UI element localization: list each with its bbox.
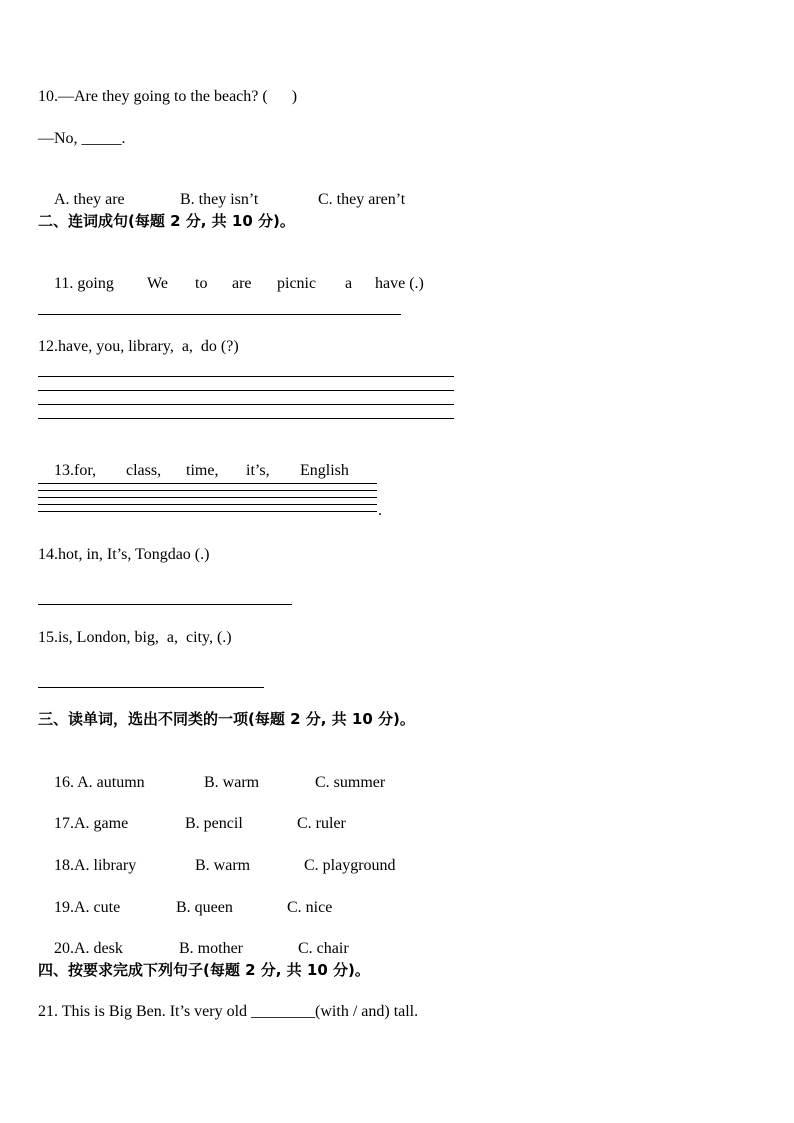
- q13-word: English: [300, 462, 349, 479]
- q15-answer-line: [38, 687, 264, 688]
- q10-option-a: A. they are: [54, 191, 125, 208]
- q12-answer-line: [38, 418, 454, 419]
- q17-option-b: B. pencil: [185, 815, 243, 832]
- q17-option-a: 17.A. game: [54, 815, 129, 832]
- q11-word: have (.): [375, 275, 424, 292]
- q13-word: 13.for,: [54, 462, 97, 479]
- q12-answer-line: [38, 404, 454, 405]
- q16-option-a: 16. A. autumn: [54, 774, 145, 791]
- q19-option-a: 19.A. cute: [54, 899, 121, 916]
- q12-answer-line: [38, 376, 454, 377]
- q11-answer-line: [38, 314, 401, 315]
- q12-text: 12.have, you, library, a, do (?): [38, 338, 239, 355]
- q21-text: 21. This is Big Ben. It’s very old ________(with / and) tall.: [38, 1003, 419, 1020]
- section-4-title: 四、按要求完成下列句子(每题 2 分, 共 10 分)。: [38, 961, 370, 979]
- q13-words: [38, 441, 349, 501]
- q12-answer-line: [38, 390, 454, 391]
- q13-word: class,: [126, 462, 162, 479]
- q13-answer-line: [38, 511, 377, 512]
- q11-word: 11. going: [54, 275, 114, 292]
- q16-option-b: B. warm: [204, 774, 260, 791]
- q20-option-c: C. chair: [298, 940, 349, 957]
- q11-word: a: [345, 275, 353, 292]
- q11-word: are: [232, 275, 252, 292]
- q10-answer-line: —No, _____.: [38, 130, 126, 147]
- q14-answer-line: [38, 604, 292, 605]
- q19-option-b: B. queen: [176, 899, 233, 916]
- q18-option-b: B. warm: [195, 857, 251, 874]
- q16-option-c: C. summer: [315, 774, 386, 791]
- q11-word: picnic: [277, 275, 317, 292]
- section-2-title: 二、连词成句(每题 2 分, 共 10 分)。: [38, 212, 295, 230]
- q11-word: to: [195, 275, 208, 292]
- q18-option-c: C. playground: [304, 857, 396, 874]
- q13-answer-line: [38, 490, 377, 491]
- q13-answer-line: [38, 504, 377, 505]
- q13-word: time,: [186, 462, 219, 479]
- q19-option-c: C. nice: [287, 899, 333, 916]
- q20-option-a: 20.A. desk: [54, 940, 123, 957]
- q14-text: 14.hot, in, It’s, Tongdao (.): [38, 546, 210, 563]
- q11-word: We: [147, 275, 168, 292]
- section-3-title: 三、读单词，选出不同类的一项(每题 2 分, 共 10 分)。: [38, 710, 415, 728]
- q11-words: [38, 254, 424, 314]
- q10-question: 10.—Are they going to the beach? ( ): [38, 88, 298, 105]
- q13-word: it’s,: [246, 462, 270, 479]
- q18-option-a: 18.A. library: [54, 857, 137, 874]
- q10-option-c: C. they aren’t: [318, 191, 406, 208]
- q13-answer-line: [38, 483, 377, 484]
- q13-answer-line: [38, 497, 377, 498]
- q10-option-b: B. they isn’t: [180, 191, 259, 208]
- q15-text: 15.is, London, big, a, city, (.): [38, 629, 232, 646]
- q17-option-c: C. ruler: [297, 815, 346, 832]
- q13-end-mark: .: [378, 502, 382, 519]
- q20-option-b: B. mother: [179, 940, 243, 957]
